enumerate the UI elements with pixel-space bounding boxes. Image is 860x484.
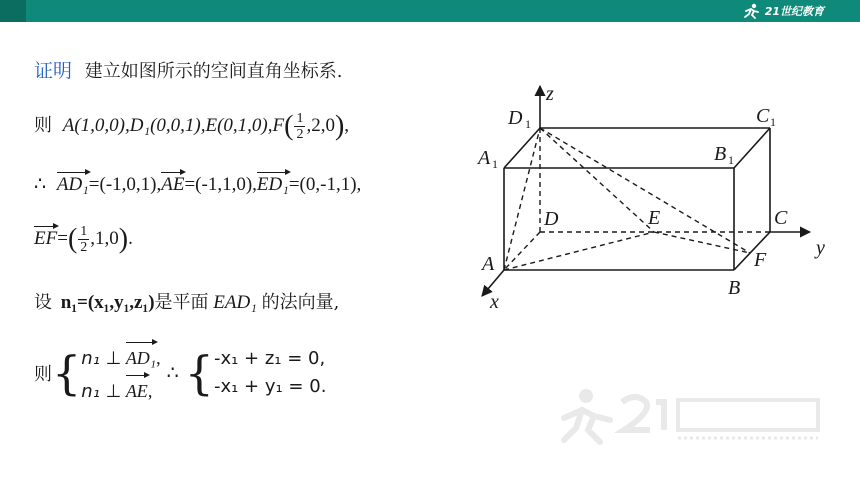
perp-1-end: , bbox=[156, 348, 161, 368]
ef-denominator: 2 bbox=[80, 240, 88, 256]
systems-therefore: ∴ bbox=[166, 362, 179, 384]
label-e: E bbox=[648, 207, 661, 229]
edge-a1-d1 bbox=[504, 128, 540, 168]
segment-a-e bbox=[504, 232, 654, 270]
ef-left-paren: ( bbox=[67, 223, 78, 255]
top-bar bbox=[0, 0, 860, 22]
logo-text: 21世纪教育 bbox=[764, 5, 824, 18]
label-b1-sub: 1 bbox=[728, 153, 734, 167]
ef-numerator: 1 bbox=[80, 224, 88, 240]
equation-1: -x₁ + z₁ = 0, bbox=[213, 348, 326, 369]
label-b1: B bbox=[714, 143, 727, 165]
watermark-logo-icon bbox=[560, 384, 830, 446]
normal-vector: n₁=(x₁,y₁,z₁) bbox=[60, 292, 155, 313]
label-y: y bbox=[816, 237, 825, 259]
systems-line bbox=[34, 340, 326, 406]
label-x: x bbox=[490, 291, 499, 313]
f-rest: ,2,0 bbox=[306, 115, 335, 136]
vector-ad1: AD₁ bbox=[57, 170, 89, 196]
ef-end: . bbox=[128, 228, 133, 249]
coordinates-prefix: 则 bbox=[34, 115, 52, 136]
label-c: C bbox=[774, 207, 788, 229]
label-c1-sub: 1 bbox=[770, 115, 776, 129]
ef-rest: ,1,0 bbox=[90, 228, 119, 249]
perp-condition-1 bbox=[81, 340, 160, 373]
normal-vector-line bbox=[34, 288, 339, 314]
vector-ed1-value: =(0,-1,1), bbox=[288, 174, 362, 195]
f-x-numerator: 1 bbox=[296, 111, 304, 127]
label-d1-sub: 1 bbox=[525, 117, 531, 131]
label-d: D bbox=[544, 208, 559, 230]
f-x-fraction bbox=[294, 111, 305, 142]
vector-ef-line bbox=[34, 224, 133, 255]
right-paren: ) bbox=[334, 110, 345, 142]
normal-text: 是平面 bbox=[154, 292, 209, 313]
equation-2: -x₁ + y₁ = 0. bbox=[213, 376, 327, 397]
perp-condition-2 bbox=[81, 373, 160, 406]
label-d1: D bbox=[508, 107, 523, 129]
left-brace-2: { bbox=[184, 346, 214, 400]
ef-right-paren: ) bbox=[118, 223, 129, 255]
perp-conditions bbox=[81, 340, 160, 406]
runner-logo-icon bbox=[743, 3, 761, 19]
equations bbox=[214, 345, 326, 401]
vector-ed1: ED₁ bbox=[257, 170, 289, 196]
vector-ef: EF bbox=[34, 224, 57, 250]
systems-prefix: 则 bbox=[34, 364, 52, 385]
perp-1-left: n₁ ⊥ bbox=[81, 348, 122, 369]
label-f: F bbox=[754, 249, 767, 271]
ef-fraction bbox=[78, 224, 89, 255]
label-b: B bbox=[728, 277, 741, 299]
f-x-denominator: 2 bbox=[296, 127, 304, 143]
vector-ad1-value: =(-1,0,1), bbox=[88, 174, 162, 195]
perp-2-end: , bbox=[147, 381, 153, 401]
label-z: z bbox=[546, 83, 554, 105]
cuboid-figure bbox=[464, 72, 846, 318]
vector-ef-eq: = bbox=[57, 228, 68, 249]
perp-1-vector: AD₁ bbox=[126, 340, 156, 372]
segment-e-f bbox=[654, 232, 750, 253]
edge-c1-b1 bbox=[734, 128, 770, 168]
normal-suffix: 的法向量, bbox=[261, 292, 340, 313]
left-paren: ( bbox=[284, 110, 294, 142]
vector-ae-value: =(-1,1,0), bbox=[184, 174, 257, 195]
vectors-line bbox=[34, 170, 361, 196]
perp-2-vector: AE bbox=[126, 373, 148, 405]
proof-intro-text: 建立如图所示的空间直角坐标系. bbox=[84, 61, 343, 82]
coordinates-points: A(1,0,0),D₁(0,0,1),E(0,1,0),F bbox=[62, 115, 285, 136]
segment-a1-d1-diag bbox=[504, 128, 540, 270]
proof-intro-line bbox=[34, 56, 343, 83]
label-a1-sub: 1 bbox=[492, 157, 498, 171]
label-c1: C bbox=[756, 105, 770, 127]
therefore-symbol: ∴ bbox=[34, 174, 47, 195]
label-a1: A bbox=[478, 147, 491, 169]
label-a: A bbox=[482, 253, 495, 275]
coordinates-line bbox=[34, 111, 349, 142]
site-logo bbox=[743, 2, 824, 20]
left-brace-1: { bbox=[52, 346, 82, 400]
perp-2-left: n₁ ⊥ bbox=[81, 381, 122, 402]
coordinates-suffix: , bbox=[344, 115, 350, 136]
top-bar-wedge bbox=[0, 0, 26, 22]
plane-name: EAD₁ bbox=[213, 292, 257, 313]
vector-ae: AE bbox=[161, 170, 184, 196]
normal-prefix: 设 bbox=[34, 292, 52, 313]
proof-keyword: 证明 bbox=[34, 60, 73, 82]
